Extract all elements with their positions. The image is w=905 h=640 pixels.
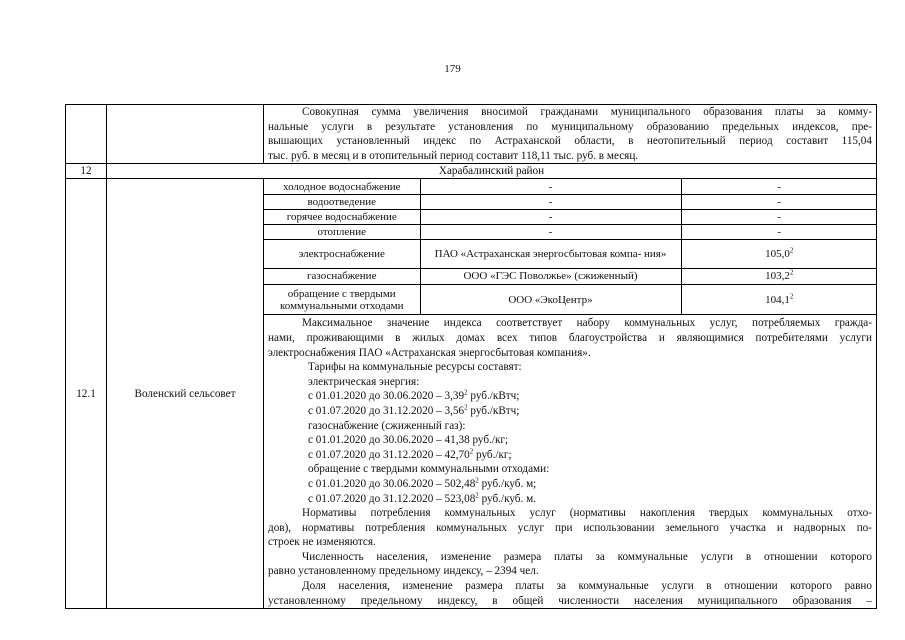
footnote-mark: 2 <box>789 291 794 300</box>
service-row <box>264 284 877 314</box>
settlement-row <box>66 179 877 315</box>
service-index <box>681 268 877 284</box>
index-value: 105,0 <box>765 247 790 260</box>
service-provider: - <box>420 224 681 239</box>
index-value: 104,1 <box>765 293 790 306</box>
para-line: Максимальное значение индекса соответствует набору коммунальных услуг, потребляемых гражда- <box>302 317 872 330</box>
para-line: Доля населения, изменение размера платы за коммунальные услуги в отношении которого равно <box>302 580 872 593</box>
service-name: холодное водоснабжение <box>264 179 420 194</box>
service-index: - <box>681 179 877 194</box>
service-provider: ПАО «Астраханская энергосбытовая компа- ния» <box>420 239 681 268</box>
service-name: электроснабжение <box>264 239 420 268</box>
service-provider: - <box>420 194 681 209</box>
service-row <box>264 268 877 284</box>
district-number: 12 <box>66 164 107 179</box>
details-cell <box>264 315 877 609</box>
services-table <box>264 179 877 314</box>
waste-title: обращение с твердыми коммунальными отходами: <box>308 463 550 476</box>
district-name: Харабалинский район <box>107 164 877 179</box>
index-value: 103,2 <box>765 270 790 283</box>
footnote-mark: 2 <box>789 246 794 255</box>
para-line: строек не изменяются. <box>268 536 376 549</box>
tariffs-title: Тарифы на коммунальные ресурсы составят: <box>308 361 522 374</box>
service-index: - <box>681 209 877 224</box>
service-index: - <box>681 224 877 239</box>
settlement-name: Воленский сельсовет <box>107 179 264 609</box>
continuation-row <box>66 105 877 164</box>
page-number: 179 <box>444 63 461 75</box>
intro-paragraph <box>264 105 877 164</box>
tariff-line: с 01.01.2020 до 30.06.2020 – 502,48$^2$ руб./куб. м; <box>308 476 537 490</box>
intro-line: вышающих установленный индекс по Астраханской области, в неотопительный период составит 115,04 <box>268 135 872 148</box>
para-line: Численность населения, изменение размера платы за коммунальные услуги в отношении которого <box>302 550 872 563</box>
service-provider: - <box>420 179 681 194</box>
district-row <box>66 164 877 179</box>
tariff-line: с 01.01.2020 до 30.06.2020 – 41,38 руб./кг; <box>308 434 509 447</box>
intro-line: тыс. руб. в месяц и в отопительный период составит 118,11 тыс. руб. в месяц. <box>268 149 639 162</box>
intro-line: нальные услуги в результате установления по муниципальному образованию предельных индексов, пре- <box>268 120 872 133</box>
service-row <box>264 239 877 268</box>
empty-cell <box>107 105 264 164</box>
service-row <box>264 224 877 239</box>
para-line: равно установленному предельному индексу, – 2394 чел. <box>268 565 539 578</box>
service-provider: - <box>420 209 681 224</box>
service-name: отопление <box>264 224 420 239</box>
tariff-line: с 01.07.2020 до 31.12.2020 – 3,56$^2$ руб./кВтч; <box>308 403 520 417</box>
tariff-line: с 01.01.2020 до 30.06.2020 – 3,39$^2$ руб./кВтч; <box>308 388 520 403</box>
para-line: дов), нормативы потребления коммунальных услуг при использовании земельного участка и надворных по- <box>268 521 872 534</box>
service-name: горячее водоснабжение <box>264 209 420 224</box>
indices-table <box>65 104 877 609</box>
settlement-number: 12.1 <box>66 179 107 609</box>
service-index <box>681 284 877 314</box>
service-row <box>264 194 877 209</box>
electricity-title: электрическая энергия: <box>308 375 420 388</box>
para-line: установленному предельному индексу, в общей численности населения муниципального образования – <box>268 594 872 607</box>
service-index: - <box>681 194 877 209</box>
para-line: Нормативы потребления коммунальных услуг (нормативы накопления твердых коммунальных отхо- <box>302 507 872 520</box>
empty-cell <box>66 105 107 164</box>
footnote-mark: 2 <box>789 268 794 277</box>
service-name: водоотведение <box>264 194 420 209</box>
service-row <box>264 179 877 194</box>
services-cell <box>264 179 877 315</box>
service-provider: ООО «ЭкоЦентр» <box>420 284 681 314</box>
service-name: газоснабжение <box>264 268 420 284</box>
service-provider: ООО «ГЭС Поволжье» (сжиженный) <box>420 268 681 284</box>
para-line: нами, проживающими в жилых домах всех типов благоустройства и являющимися потребителями услуги <box>268 331 872 344</box>
service-name: обращение с твердыми коммунальными отходами <box>264 284 420 314</box>
tariff-line: с 01.07.2020 до 31.12.2020 – 523,08$^2$ руб./куб. м. <box>308 490 536 505</box>
para-line: электроснабжения ПАО «Астраханская энергосбытовая компания». <box>268 346 591 359</box>
service-index <box>681 239 877 268</box>
intro-line: Совокупная сумма увеличения вносимой гражданами муниципального образования платы за комму- <box>302 106 872 118</box>
gas-title: газоснабжение (сжиженный газ): <box>308 419 466 432</box>
service-row <box>264 209 877 224</box>
tariff-line: с 01.07.2020 до 31.12.2020 – 42,70$^2$ руб./кг; <box>308 446 512 461</box>
